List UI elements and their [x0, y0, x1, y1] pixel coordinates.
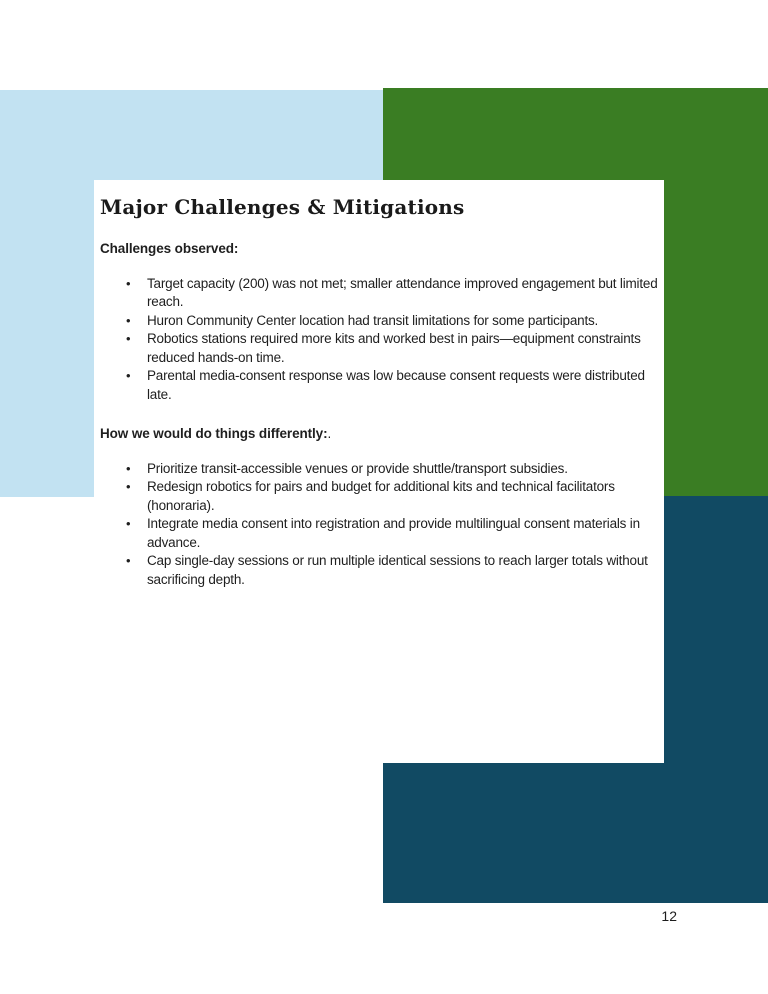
bullet-icon: •: [126, 553, 131, 568]
list-item: [100, 460, 660, 479]
section-heading-text: Challenges observed:: [100, 241, 239, 256]
list-item-text: Cap single-day sessions or run multiple identical sessions to reach larger totals without sacrificing depth.: [147, 553, 648, 587]
list-item: [100, 330, 660, 367]
section-heading: [100, 240, 660, 259]
content-card: [94, 180, 664, 763]
list-item: [100, 515, 660, 552]
list-item-text: Redesign robotics for pairs and budget for additional kits and technical facilitators (honoraria).: [147, 479, 615, 513]
bullet-icon: •: [126, 275, 131, 291]
bullet-icon: •: [126, 312, 131, 328]
list-item: [100, 552, 660, 589]
bullet-icon: •: [126, 460, 131, 476]
bullet-icon: •: [126, 331, 131, 346]
list-item: [100, 312, 660, 331]
list-item: [100, 275, 660, 312]
section-heading: [100, 425, 660, 444]
section-heading-text: How we would do things differently:: [100, 426, 328, 441]
bullet-icon: •: [126, 516, 131, 531]
list-item-text: Parental media-consent response was low because consent requests were distributed late.: [147, 368, 645, 402]
list-item-text: Target capacity (200) was not met; smaller attendance improved engagement but limited reach.: [147, 275, 658, 309]
card-sections: [100, 240, 660, 589]
page-number: 12: [661, 908, 677, 924]
list-item-text: Huron Community Center location had transit limitations for some participants.: [147, 312, 599, 328]
list-item: [100, 367, 660, 404]
page-title: Major Challenges & Mitigations: [100, 195, 465, 219]
card-section: [100, 240, 660, 404]
bullet-list: [100, 275, 660, 405]
section-heading-suffix: .: [327, 426, 332, 441]
list-item-text: Prioritize transit-accessible venues or provide shuttle/transport subsidies.: [147, 460, 568, 476]
bullet-icon: •: [126, 368, 131, 383]
list-item: [100, 478, 660, 515]
list-item-text: Integrate media consent into registration and provide multilingual consent materials in advance.: [147, 516, 640, 550]
card-section: [100, 425, 660, 589]
bullet-list: [100, 460, 660, 590]
list-item-text: Robotics stations required more kits and worked best in pairs—equipment constraints reduced hands-on time.: [147, 331, 641, 365]
bullet-icon: •: [126, 479, 131, 494]
